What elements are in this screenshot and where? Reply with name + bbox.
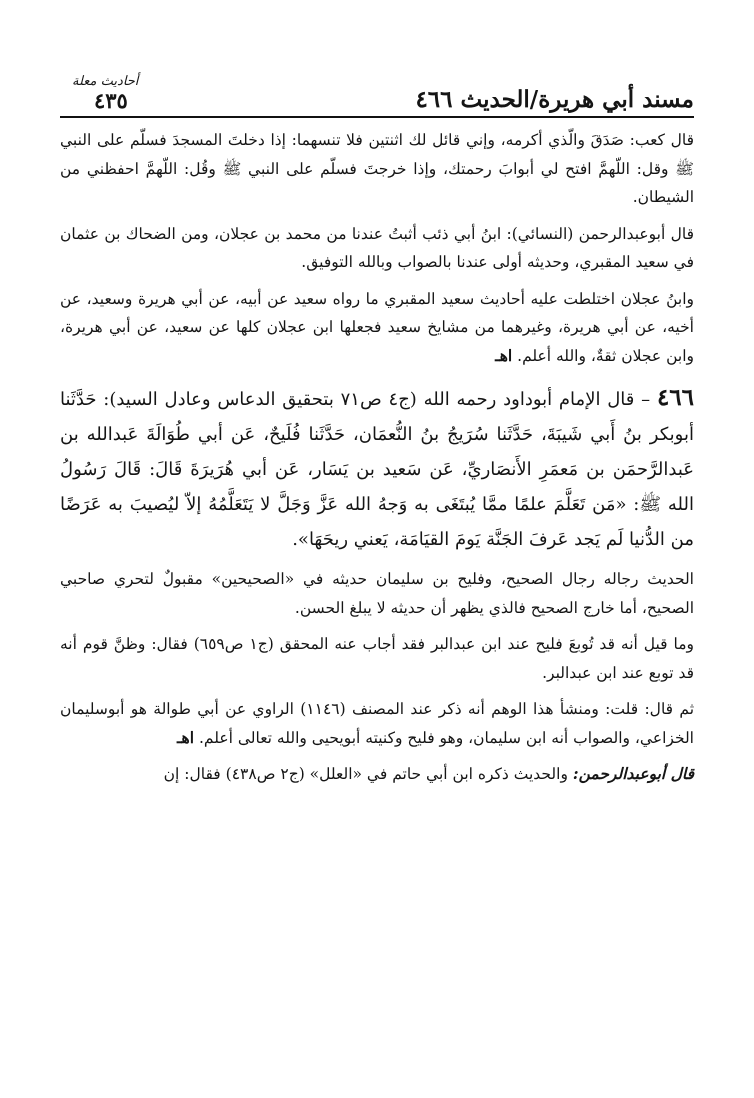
running-title: مسند أبي هريرة/الحديث ٤٦٦ (415, 86, 694, 113)
paragraph-nasai-comment: قال أبوعبدالرحمن (النسائي): ابنُ أبي ذئب أثبتُ عندنا من محمد بن عجلان، ومن الضحاك بن عثمان في سعيد المقبري، وحديثه أولى عندنا بالصواب وبالله التوفيق. (60, 224, 694, 271)
page-number: ٤٣٥ (94, 88, 128, 113)
end-mark: اهـ (177, 727, 195, 747)
header-divider (60, 116, 694, 118)
paragraph-ibn-ajlan (60, 285, 694, 371)
hadith-text: – قال الإمام أبوداود رحمه الله (ج٤ ص٧١ بتحقيق الدعاس وعادل السيد): حَدَّثَنا أبوبكر بنُ أَبي شَيبَةَ، حَدَّثَنا سُرَيجُ بنُ النُّعمَان، حَدَّثَنا فُلَيحٌ، عَن أبي طُوَالَةَ عَبدالله بن عَبدالرَّحمَن بن مَعمَرِ الأَنصَاريِّ، عَن سَعيد بن يَسَار، عَن أبي هُرَيرَةَ قَالَ: قَالَ رَسُولُ الله ﷺ: «مَن تَعَلَّمَ علمًا ممَّا يُبتَغَى به وَجهُ الله عَزَّ وَجَلَّ لا يَتَعَلَّمُهُ إلاّ ليُصيبَ به عَرَضًا من الدُّنيا لَم يَجد عَرفَ الجَنَّة يَومَ القيَامَة، يَعني ريحَهَا». (60, 389, 694, 550)
paragraph-grading: الحديث رجاله رجال الصحيح، وفليح بن سليمان حديثه في «الصحيحين» مقبولٌ لتحري صاحبي الصحيح، أما خارج الصحيح فالذي يظهر أن حديثه لا يبلغ الحسن. (60, 570, 694, 617)
paragraph-text: وابنُ عجلان اختلطت عليه أحاديث سعيد المقبري ما رواه سعيد عن أبيه، عن أبي هريرة وسعيد، عن أخيه، عن أبي هريرة، وغيرهما من مشايخ سعيد فجعلها ابن عجلان كلها عن سعيد، عن أبي هريرة، وابن عجلان ثقةٌ، والله أعلم. (60, 289, 694, 365)
end-mark: اهـ (495, 345, 513, 365)
book-page (60, 70, 694, 797)
hadith-entry-466 (60, 380, 694, 557)
paragraph-text: ثم قال: قلت: ومنشأ هذا الوهم أنه ذكر عند المصنف (١١٤٦) الراوي عن أبي طوالة هو أبوسليمان الخزاعي، والصواب أنه ابن سليمان، وهو فليح وكنيته أبويحيى والله تعالى أعلم. (60, 700, 695, 747)
page-header (60, 70, 694, 114)
header-page-marker (60, 74, 192, 114)
paragraph-text: والحديث ذكره ابن أبي حاتم في «العلل» (ج٢ ص٤٣٨) فقال: إن (163, 765, 573, 783)
paragraph-ilal (60, 760, 694, 789)
hadith-number: ٤٦٦ (656, 384, 695, 411)
paragraph-mutaba: وما قيل أنه قد تُوبعَ فليح عند ابن عبدالبر فقد أجاب عنه المحقق (ج١ ص٦٥٩) فقال: وظنَّ قوم أنه قد توبع عند ابن عبدالبر. (60, 635, 694, 682)
section-label: أحاديث معلة (72, 74, 139, 89)
paragraph-kab-quote: قال كعب: صَدَقَ والّذي أكرمه، وإني قائل لك اثنتين فلا تنسهما: إذا دخلتَ المسجدَ فسلّم على النبي ﷺ وقل: اللّهمَّ افتح لي أبوابَ رحمتك، وإذا خرجتَ فسلّم على النبي ﷺ وقُل: اللّهمَّ احفظني من الشيطان. (60, 131, 694, 206)
paragraph-muhaqqiq (60, 695, 694, 752)
author-signature: قال أبوعبدالرحمن: (572, 764, 694, 783)
